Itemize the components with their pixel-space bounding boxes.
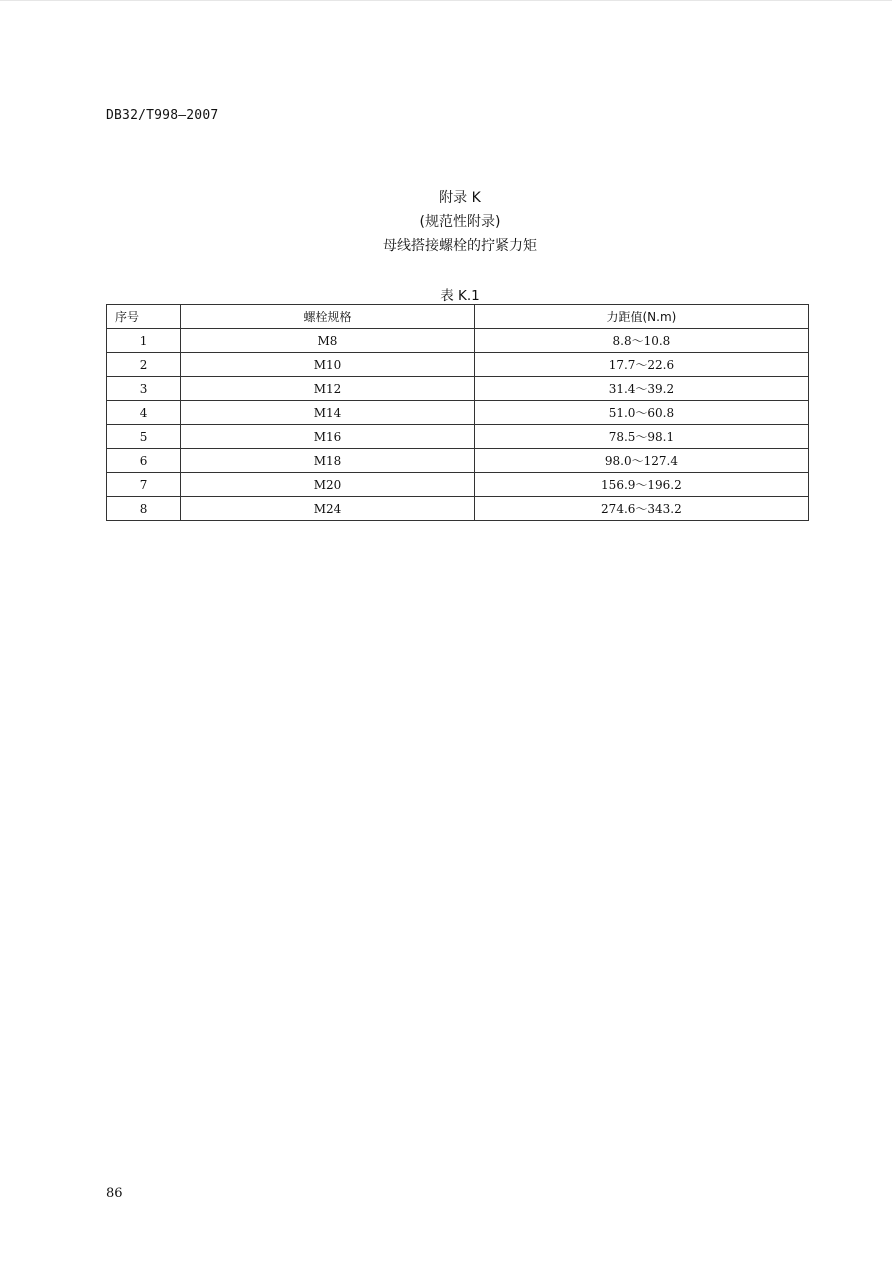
cell-torque: 156.9～196.2 (474, 473, 808, 497)
table-row (107, 377, 809, 401)
table-row (107, 353, 809, 377)
cell-spec: M20 (181, 473, 475, 497)
cell-seq: 8 (107, 497, 181, 521)
appendix-subject: 母线搭接螺栓的拧紧力矩 (383, 238, 537, 254)
header-seq: 序号 (107, 305, 181, 329)
document-code: DB32/T998—2007 (106, 108, 219, 123)
table-row (107, 401, 809, 425)
appendix-title: 附录 K (439, 190, 481, 206)
cell-spec: M18 (181, 449, 475, 473)
appendix-type: (规范性附录) (419, 214, 501, 230)
cell-torque: 78.5～98.1 (474, 425, 808, 449)
table-caption: 表 K.1 (440, 288, 480, 304)
cell-seq: 4 (107, 401, 181, 425)
table-row (107, 425, 809, 449)
cell-spec: M8 (181, 329, 475, 353)
cell-torque: 8.8～10.8 (474, 329, 808, 353)
cell-spec: M14 (181, 401, 475, 425)
table-row (107, 329, 809, 353)
cell-seq: 5 (107, 425, 181, 449)
cell-torque: 274.6～343.2 (474, 497, 808, 521)
cell-seq: 2 (107, 353, 181, 377)
cell-torque: 51.0～60.8 (474, 401, 808, 425)
appendix-title-block (0, 186, 892, 258)
cell-spec: M12 (181, 377, 475, 401)
torque-table (106, 304, 809, 521)
header-spec: 螺栓规格 (181, 305, 475, 329)
cell-spec: M10 (181, 353, 475, 377)
page-top-edge (0, 0, 892, 1)
cell-spec: M24 (181, 497, 475, 521)
table-row (107, 473, 809, 497)
cell-seq: 6 (107, 449, 181, 473)
cell-torque: 17.7～22.6 (474, 353, 808, 377)
header-torque: 力距值(N.m) (474, 305, 808, 329)
page-number: 86 (106, 1186, 123, 1201)
cell-torque: 98.0～127.4 (474, 449, 808, 473)
table-header-row (107, 305, 809, 329)
cell-seq: 7 (107, 473, 181, 497)
table-row (107, 449, 809, 473)
cell-seq: 1 (107, 329, 181, 353)
cell-torque: 31.4～39.2 (474, 377, 808, 401)
cell-seq: 3 (107, 377, 181, 401)
cell-spec: M16 (181, 425, 475, 449)
table-row (107, 497, 809, 521)
